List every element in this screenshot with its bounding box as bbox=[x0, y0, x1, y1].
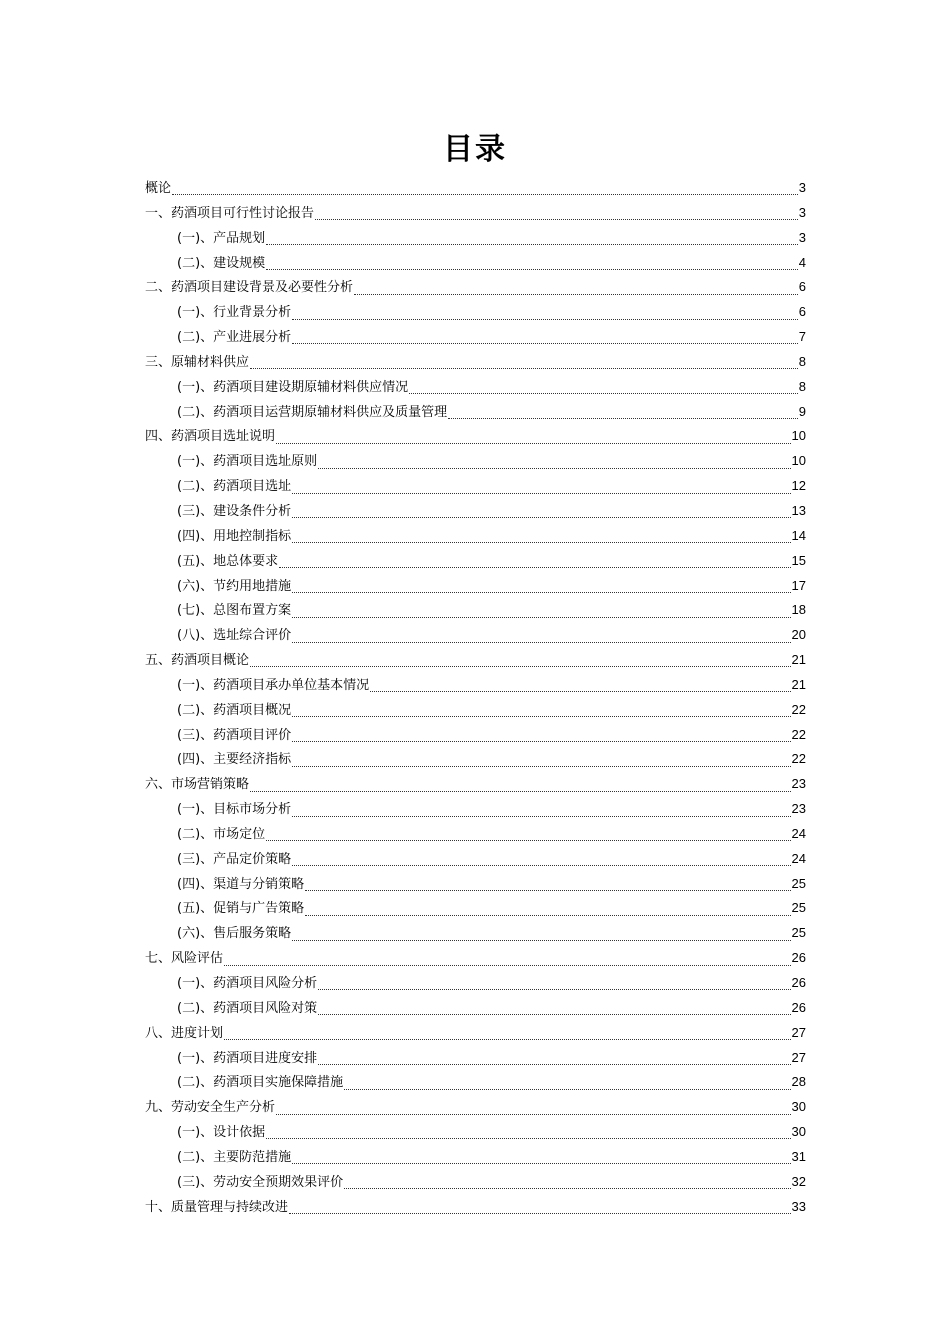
toc-dot-leader bbox=[318, 988, 790, 990]
toc-dot-leader bbox=[279, 566, 790, 568]
toc-entry-page-number: 12 bbox=[791, 478, 806, 494]
toc-entry[interactable] bbox=[145, 747, 806, 772]
toc-entry-label: 二、药酒项目建设背景及必要性分析 bbox=[145, 280, 354, 296]
toc-entry-label: (二)、药酒项目风险对策 bbox=[177, 1000, 318, 1016]
toc-entry-page-number: 22 bbox=[791, 751, 806, 767]
toc-entry[interactable] bbox=[145, 673, 806, 698]
toc-dot-leader bbox=[292, 939, 790, 941]
toc-dot-leader bbox=[250, 665, 791, 667]
toc-entry-page-number: 23 bbox=[791, 776, 806, 792]
toc-entry-page-number: 22 bbox=[791, 726, 806, 742]
toc-entry[interactable] bbox=[145, 623, 806, 648]
toc-entry-page-number: 10 bbox=[791, 428, 806, 444]
toc-entry-label: 概论 bbox=[145, 181, 172, 196]
toc-dot-leader bbox=[224, 1038, 791, 1040]
toc-entry[interactable] bbox=[145, 1095, 806, 1120]
toc-entry[interactable] bbox=[145, 847, 806, 872]
toc-entry-page-number: 23 bbox=[791, 801, 806, 817]
toc-entry-page-number: 13 bbox=[791, 502, 806, 518]
toc-entry[interactable] bbox=[145, 251, 806, 276]
toc-entry-label: (四)、用地控制指标 bbox=[177, 528, 292, 544]
toc-entry-page-number: 17 bbox=[791, 577, 806, 593]
toc-entry-label: (二)、药酒项目运营期原辅材料供应及质量管理 bbox=[177, 404, 448, 420]
toc-entry[interactable] bbox=[145, 449, 806, 474]
toc-entry-label: (五)、地总体要求 bbox=[177, 553, 279, 569]
toc-entry[interactable] bbox=[145, 176, 806, 201]
toc-entry-label: (一)、产品规划 bbox=[177, 230, 266, 246]
toc-entry-page-number: 9 bbox=[798, 403, 806, 419]
toc-entry[interactable] bbox=[145, 772, 806, 797]
toc-entry-label: (一)、设计依据 bbox=[177, 1125, 266, 1141]
toc-dot-leader bbox=[266, 1137, 790, 1139]
toc-entry-label: 三、原辅材料供应 bbox=[145, 354, 250, 370]
toc-entry-page-number: 4 bbox=[798, 254, 806, 270]
toc-dot-leader bbox=[370, 690, 790, 692]
toc-entry[interactable] bbox=[145, 226, 806, 251]
toc-entry[interactable] bbox=[145, 549, 806, 574]
toc-entry[interactable] bbox=[145, 201, 806, 226]
toc-entry[interactable] bbox=[145, 822, 806, 847]
toc-entry-page-number: 32 bbox=[791, 1173, 806, 1189]
toc-entry-label: (二)、建设规模 bbox=[177, 255, 266, 271]
toc-dot-leader bbox=[315, 218, 798, 220]
toc-entry-page-number: 6 bbox=[798, 279, 806, 295]
toc-entry-page-number: 15 bbox=[791, 552, 806, 568]
toc-entry-page-number: 25 bbox=[791, 925, 806, 941]
toc-entry-label: (八)、选址综合评价 bbox=[177, 628, 292, 644]
toc-entry[interactable] bbox=[145, 1070, 806, 1095]
toc-entry[interactable] bbox=[145, 896, 806, 921]
toc-entry-page-number: 25 bbox=[791, 900, 806, 916]
toc-entry-label: (一)、药酒项目选址原则 bbox=[177, 454, 318, 470]
toc-entry-page-number: 7 bbox=[798, 329, 806, 345]
toc-entry[interactable] bbox=[145, 797, 806, 822]
toc-entry-label: (一)、行业背景分析 bbox=[177, 305, 292, 321]
toc-entry[interactable] bbox=[145, 971, 806, 996]
toc-dot-leader bbox=[292, 641, 790, 643]
toc-entry[interactable] bbox=[145, 872, 806, 897]
toc-dot-leader bbox=[292, 541, 790, 543]
toc-entry-label: 十、质量管理与持续改进 bbox=[145, 1199, 289, 1215]
toc-entry-page-number: 21 bbox=[791, 676, 806, 692]
toc-entry-page-number: 33 bbox=[791, 1198, 806, 1214]
toc-entry[interactable] bbox=[145, 1170, 806, 1195]
toc-dot-leader bbox=[292, 864, 790, 866]
toc-entry-label: (二)、药酒项目选址 bbox=[177, 479, 292, 495]
toc-entry[interactable] bbox=[145, 648, 806, 673]
toc-entry-label: (一)、目标市场分析 bbox=[177, 802, 292, 818]
toc-entry[interactable] bbox=[145, 574, 806, 599]
toc-entry-page-number: 3 bbox=[798, 180, 806, 195]
toc-entry[interactable] bbox=[145, 325, 806, 350]
toc-entry[interactable] bbox=[145, 424, 806, 449]
toc-entry-page-number: 30 bbox=[791, 1099, 806, 1115]
toc-entry-label: (三)、建设条件分析 bbox=[177, 503, 292, 519]
toc-entry-label: 六、市场营销策略 bbox=[145, 777, 250, 793]
toc-dot-leader bbox=[292, 715, 790, 717]
page-title: 目录 bbox=[443, 132, 507, 167]
toc-entry-page-number: 8 bbox=[798, 378, 806, 394]
toc-entry-label: (七)、总图布置方案 bbox=[177, 603, 292, 619]
toc-entry-label: (一)、药酒项目建设期原辅材料供应情况 bbox=[177, 379, 409, 395]
toc-entry-page-number: 24 bbox=[791, 825, 806, 841]
toc-dot-leader bbox=[318, 1063, 790, 1065]
toc-entry[interactable] bbox=[145, 598, 806, 623]
toc-entry-page-number: 26 bbox=[791, 950, 806, 966]
toc-entry-page-number: 10 bbox=[791, 453, 806, 469]
toc-entry-label: 八、进度计划 bbox=[145, 1025, 224, 1041]
toc-dot-leader bbox=[292, 342, 798, 344]
toc-entry-page-number: 21 bbox=[791, 652, 806, 668]
toc-entry-label: (三)、产品定价策略 bbox=[177, 851, 292, 867]
toc-dot-leader bbox=[292, 516, 790, 518]
toc-dot-leader bbox=[172, 193, 798, 195]
toc-entry-page-number: 3 bbox=[798, 229, 806, 245]
toc-entry-page-number: 27 bbox=[791, 1024, 806, 1040]
toc-entry-page-number: 26 bbox=[791, 999, 806, 1015]
toc-dot-leader bbox=[292, 765, 790, 767]
toc-entry-label: (二)、产业进展分析 bbox=[177, 330, 292, 346]
toc-dot-leader bbox=[354, 293, 798, 295]
toc-dot-leader bbox=[250, 367, 798, 369]
toc-entry[interactable] bbox=[145, 275, 806, 300]
toc-entry-page-number: 24 bbox=[791, 850, 806, 866]
toc-entry-label: (一)、药酒项目承办单位基本情况 bbox=[177, 677, 370, 693]
toc-entry-label: (四)、渠道与分销策略 bbox=[177, 876, 305, 892]
toc-entry-label: (六)、售后服务策略 bbox=[177, 926, 292, 942]
toc-entry-label: 七、风险评估 bbox=[145, 951, 224, 967]
toc-entry-label: (二)、药酒项目实施保障措施 bbox=[177, 1075, 344, 1091]
toc-dot-leader bbox=[318, 1013, 790, 1015]
toc-entry-page-number: 8 bbox=[798, 353, 806, 369]
toc-entry[interactable] bbox=[145, 499, 806, 524]
toc-entry-page-number: 30 bbox=[791, 1124, 806, 1140]
toc-entry-label: (一)、药酒项目进度安排 bbox=[177, 1050, 318, 1066]
toc-dot-leader bbox=[292, 815, 790, 817]
toc-dot-leader bbox=[344, 1088, 790, 1090]
toc-dot-leader bbox=[266, 839, 790, 841]
toc-dot-leader bbox=[292, 591, 790, 593]
toc-entry-page-number: 25 bbox=[791, 875, 806, 891]
toc-entry-page-number: 6 bbox=[798, 304, 806, 320]
toc-entry-label: 一、药酒项目可行性讨论报告 bbox=[145, 205, 315, 221]
toc-entry-label: (二)、主要防范措施 bbox=[177, 1149, 292, 1165]
toc-entry[interactable] bbox=[145, 1120, 806, 1145]
toc-entry-page-number: 14 bbox=[791, 527, 806, 543]
toc-dot-leader bbox=[266, 243, 798, 245]
toc-entry[interactable] bbox=[145, 921, 806, 946]
toc-entry-page-number: 27 bbox=[791, 1049, 806, 1065]
toc-dot-leader bbox=[292, 318, 798, 320]
toc-dot-leader bbox=[276, 442, 791, 444]
toc-dot-leader bbox=[409, 392, 798, 394]
toc-entry[interactable] bbox=[145, 300, 806, 325]
toc-entry-label: 四、药酒项目选址说明 bbox=[145, 429, 276, 445]
toc-entry[interactable] bbox=[145, 996, 806, 1021]
toc-entry-label: (一)、药酒项目风险分析 bbox=[177, 976, 318, 991]
toc-entry[interactable] bbox=[145, 1195, 806, 1220]
toc-dot-leader bbox=[318, 467, 790, 469]
toc-entry[interactable] bbox=[145, 350, 806, 375]
toc-entry-label: (三)、劳动安全预期效果评价 bbox=[177, 1174, 344, 1190]
toc-entry-label: (二)、市场定位 bbox=[177, 826, 266, 842]
toc-dot-leader bbox=[266, 268, 798, 270]
toc-entry-label: (六)、节约用地措施 bbox=[177, 578, 292, 594]
toc-entry-label: (四)、主要经济指标 bbox=[177, 752, 292, 768]
toc-dot-leader bbox=[305, 889, 790, 891]
toc-dot-leader bbox=[344, 1187, 790, 1189]
toc-entry-page-number: 20 bbox=[791, 627, 806, 643]
toc-entry[interactable] bbox=[145, 474, 806, 499]
toc-entry[interactable] bbox=[145, 524, 806, 549]
toc-entry-page-number: 22 bbox=[791, 701, 806, 717]
toc-dot-leader bbox=[276, 1113, 791, 1115]
toc-entry-label: (三)、药酒项目评价 bbox=[177, 727, 292, 743]
toc-entry-page-number: 28 bbox=[791, 1074, 806, 1090]
toc-dot-leader bbox=[292, 492, 790, 494]
toc-entry[interactable] bbox=[145, 375, 806, 400]
toc-entry[interactable] bbox=[145, 946, 806, 971]
toc-dot-leader bbox=[292, 1162, 790, 1164]
toc-entry-page-number: 26 bbox=[791, 975, 806, 990]
toc-dot-leader bbox=[448, 417, 798, 419]
toc-dot-leader bbox=[289, 1212, 791, 1214]
toc-dot-leader bbox=[224, 964, 791, 966]
toc-entry-label: 五、药酒项目概论 bbox=[145, 653, 250, 669]
toc-dot-leader bbox=[305, 914, 790, 916]
toc-entry[interactable] bbox=[145, 1046, 806, 1071]
toc-entry-page-number: 31 bbox=[791, 1148, 806, 1164]
table-of-contents bbox=[145, 176, 806, 1219]
toc-dot-leader bbox=[292, 616, 790, 618]
toc-entry-label: 九、劳动安全生产分析 bbox=[145, 1100, 276, 1116]
toc-entry[interactable] bbox=[145, 400, 806, 425]
toc-entry-label: (二)、药酒项目概况 bbox=[177, 702, 292, 718]
toc-entry[interactable] bbox=[145, 698, 806, 723]
toc-dot-leader bbox=[250, 790, 791, 792]
toc-entry-page-number: 3 bbox=[798, 204, 806, 220]
toc-entry[interactable] bbox=[145, 1145, 806, 1170]
toc-entry[interactable] bbox=[145, 1021, 806, 1046]
toc-entry[interactable] bbox=[145, 723, 806, 748]
toc-dot-leader bbox=[292, 740, 790, 742]
toc-entry-page-number: 18 bbox=[791, 602, 806, 618]
toc-entry-label: (五)、促销与广告策略 bbox=[177, 901, 305, 917]
